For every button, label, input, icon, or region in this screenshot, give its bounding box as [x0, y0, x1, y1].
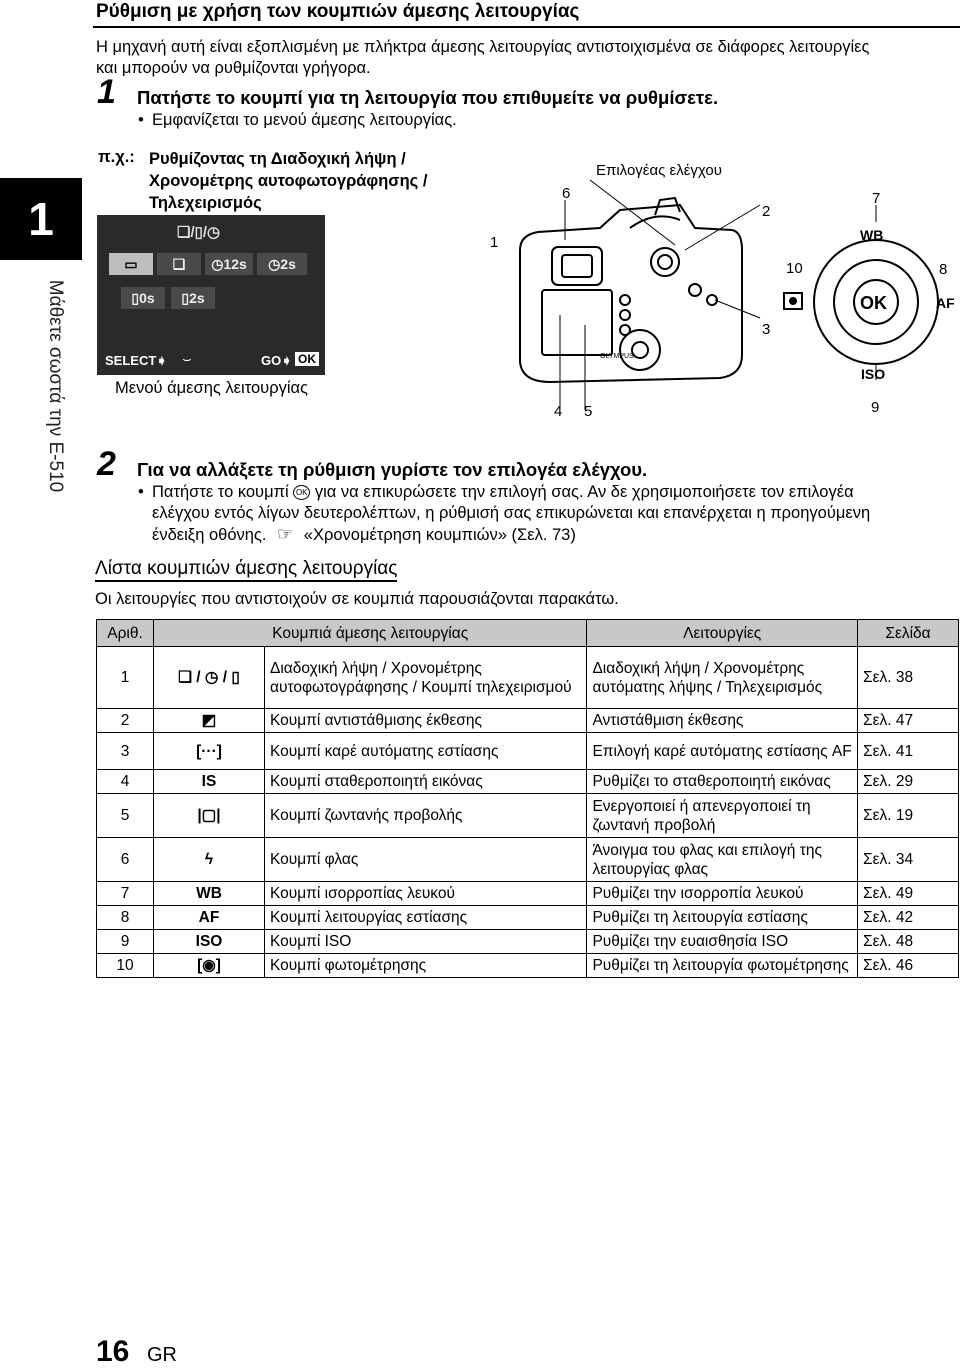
- row-icon: WB: [154, 882, 265, 906]
- row-button-name: Κουμπί καρέ αυτόματης εστίασης: [265, 733, 587, 770]
- quick-menu-option-timer12[interactable]: ◷12s: [205, 253, 253, 275]
- step-2-text-b: για να επικυρώσετε την επιλογή σας. Αν δε χρησιμοποιήσετε τον επιλογέα: [314, 483, 854, 501]
- row-icon: [◉]: [154, 954, 265, 978]
- example-prefix: π.χ.:: [98, 148, 135, 166]
- callout-9: 9: [871, 399, 880, 416]
- quick-menu-option-single[interactable]: ▭: [109, 253, 153, 275]
- table-row: [97, 733, 959, 770]
- step-2-bullet-line-3: [152, 524, 576, 546]
- row-function: Διαδοχική λήψη / Χρονομέτρης αυτόματης λήψης / Τηλεχειρισμός: [587, 647, 858, 709]
- row-page: Σελ. 41: [858, 733, 959, 770]
- chapter-side-label: Μάθετε σωστά την E-510: [45, 279, 66, 493]
- row-icon: ϟ: [154, 838, 265, 882]
- table-row: [97, 882, 959, 906]
- row-number: 4: [97, 770, 154, 794]
- row-button-name: Κουμπί αντιστάθμισης έκθεσης: [265, 709, 587, 733]
- row-number: 9: [97, 930, 154, 954]
- step-2-bullet-line-1: [152, 482, 854, 503]
- row-number: 10: [97, 954, 154, 978]
- quick-menu-option-sequential[interactable]: ❏: [157, 253, 201, 275]
- language-code: GR: [147, 1344, 177, 1366]
- intro-line-2: και μπορούν να ρυθμίζονται γρήγορα.: [96, 59, 371, 77]
- metering-icon-dot: [789, 297, 797, 305]
- col-page: Σελίδα: [858, 620, 959, 647]
- pad-wb-label: WB: [860, 227, 884, 243]
- callout-5: 5: [584, 403, 593, 420]
- list-heading: Λίστα κουμπιών άμεσης λειτουργίας: [95, 558, 397, 582]
- table-row: [97, 954, 959, 978]
- step-1-bullet: • Εμφανίζεται το μενού άμεσης λειτουργίας.: [152, 110, 457, 131]
- row-button-name: Κουμπί σταθεροποιητή εικόνας: [265, 770, 587, 794]
- table-row: [97, 930, 959, 954]
- camera-brand: OLYMPUS: [600, 353, 634, 360]
- chapter-tab: 1: [0, 178, 82, 260]
- row-function: Ρυθμίζει τη λειτουργία εστίασης: [587, 906, 858, 930]
- pad-iso-label: ISO: [861, 366, 886, 382]
- quick-buttons-table: [96, 619, 959, 978]
- row-icon: ❏ / ◷ / ▯: [154, 647, 265, 709]
- intro-line-1: Η μηχανή αυτή είναι εξοπλισμένη με πλήκτρα άμεσης λειτουργίας αντιστοιχισμένα σε διάφορες λειτουργίες: [96, 38, 870, 56]
- row-button-name: Διαδοχική λήψη / Χρονομέτρης αυτοφωτογράφησης / Κουμπί τηλεχειρισμού: [265, 647, 587, 709]
- page-header: [93, 0, 960, 28]
- row-button-name: Κουμπί φωτομέτρησης: [265, 954, 587, 978]
- camera-illustration: [480, 150, 960, 425]
- example-line-2: Χρονομέτρης αυτοφωτογράφησης /: [149, 172, 428, 190]
- step-2-text-a: Πατήστε το κουμπί: [152, 483, 289, 501]
- dial-label: Επιλογέας ελέγχου: [596, 162, 722, 179]
- quick-menu-option-remote2[interactable]: ▯2s: [171, 287, 215, 309]
- example-caption: [149, 148, 427, 214]
- row-number: 8: [97, 906, 154, 930]
- row-page: Σελ. 38: [858, 647, 959, 709]
- table-row: [97, 709, 959, 733]
- row-number: 5: [97, 794, 154, 838]
- reference-icon: ☞: [277, 524, 294, 544]
- row-number: 7: [97, 882, 154, 906]
- example-line-3: Τηλεχειρισμός: [149, 194, 262, 212]
- row-page: Σελ. 47: [858, 709, 959, 733]
- row-function: Αντιστάθμιση έκθεσης: [587, 709, 858, 733]
- callout-7: 7: [872, 190, 881, 207]
- step-2-reference: «Χρονομέτρηση κουμπιών» (Σελ. 73): [303, 526, 576, 544]
- row-page: Σελ. 46: [858, 954, 959, 978]
- callout-1: 1: [490, 234, 499, 251]
- row-page: Σελ. 34: [858, 838, 959, 882]
- row-icon: IS: [154, 770, 265, 794]
- row-function: Ενεργοποιεί ή απενεργοποιεί τη ζωντανή προβολή: [587, 794, 858, 838]
- row-function: Ρυθμίζει την ευαισθησία ISO: [587, 930, 858, 954]
- row-icon: ◩: [154, 709, 265, 733]
- row-function: Ρυθμίζει το σταθεροποιητή εικόνας: [587, 770, 858, 794]
- row-number: 3: [97, 733, 154, 770]
- table-row: [97, 838, 959, 882]
- row-function: Ρυθμίζει την ισορροπία λευκού: [587, 882, 858, 906]
- quick-menu-option-timer2[interactable]: ◷2s: [257, 253, 307, 275]
- step-1-title: Πατήστε το κουμπί για τη λειτουργία που επιθυμείτε να ρυθμίσετε.: [137, 87, 719, 108]
- row-button-name: Κουμπί λειτουργίας εστίασης: [265, 906, 587, 930]
- quick-menu-icons: ❏/▯/◷: [177, 224, 221, 241]
- table-header-row: [97, 620, 959, 647]
- row-button-name: Κουμπί ζωντανής προβολής: [265, 794, 587, 838]
- step-2-text-c: ένδειξη οθόνης.: [152, 526, 267, 544]
- callout-4: 4: [554, 403, 563, 420]
- callout-2: 2: [762, 203, 771, 220]
- callout-8: 8: [939, 261, 948, 278]
- row-function: Ρυθμίζει τη λειτουργία φωτομέτρησης: [587, 954, 858, 978]
- step-2-bullet-line-2: ελέγχου εντός λίγων δευτερολέπτων, η ρύθμισή σας επικυρώνεται και επανέρχεται η προηγούμενη: [152, 504, 871, 522]
- go-hint: GO➧: [261, 353, 293, 368]
- page-number: 16: [96, 1335, 130, 1368]
- col-num: Αριθ.: [97, 620, 154, 647]
- row-button-name: Κουμπί ισορροπίας λευκού: [265, 882, 587, 906]
- example-line-1: Ρυθμίζοντας τη Διαδοχική λήψη /: [149, 150, 406, 168]
- pad-af-label: AF: [936, 295, 955, 311]
- col-function: Λειτουργίες: [587, 620, 858, 647]
- quick-menu-caption: Μενού άμεσης λειτουργίας: [115, 379, 308, 397]
- row-page: Σελ. 48: [858, 930, 959, 954]
- row-button-name: Κουμπί ISO: [265, 930, 587, 954]
- callout-6: 6: [562, 185, 571, 202]
- row-icon: [···]: [154, 733, 265, 770]
- row-icon: |▢|: [154, 794, 265, 838]
- col-button: Κουμπιά άμεσης λειτουργίας: [154, 620, 587, 647]
- ok-icon: OK: [295, 352, 319, 366]
- list-subtitle: Οι λειτουργίες που αντιστοιχούν σε κουμπιά παρουσιάζονται παρακάτω.: [95, 590, 619, 608]
- row-icon: AF: [154, 906, 265, 930]
- row-icon: ISO: [154, 930, 265, 954]
- table-row: [97, 794, 959, 838]
- step-2-number: 2: [97, 445, 116, 483]
- row-function: Επιλογή καρέ αυτόματης εστίασης AF: [587, 733, 858, 770]
- callout-10: 10: [786, 260, 803, 277]
- row-function: Άνοιγμα του φλας και επιλογή της λειτουργίας φλας: [587, 838, 858, 882]
- table-row: [97, 906, 959, 930]
- table-row: [97, 770, 959, 794]
- step-2-title: Για να αλλάξετε τη ρύθμιση γυρίστε τον επιλογέα ελέγχου.: [137, 459, 648, 480]
- row-page: Σελ. 19: [858, 794, 959, 838]
- row-number: 6: [97, 838, 154, 882]
- row-page: Σελ. 29: [858, 770, 959, 794]
- quick-menu-option-remote0[interactable]: ▯0s: [121, 287, 165, 309]
- row-button-name: Κουμπί φλας: [265, 838, 587, 882]
- table-row: [97, 647, 959, 709]
- pad-ok-label: OK: [860, 293, 887, 313]
- step-1-number: 1: [97, 73, 116, 111]
- ok-button-icon: OK: [293, 485, 310, 500]
- dial-icon: ⌣: [182, 351, 192, 368]
- callout-3: 3: [762, 321, 771, 338]
- select-hint: SELECT➧: [105, 353, 168, 368]
- page-title: Ρύθμιση με χρήση των κουμπιών άμεσης λειτουργίας: [96, 1, 580, 22]
- row-number: 1: [97, 647, 154, 709]
- row-page: Σελ. 42: [858, 906, 959, 930]
- quick-menu-screen: [97, 215, 325, 375]
- row-number: 2: [97, 709, 154, 733]
- row-page: Σελ. 49: [858, 882, 959, 906]
